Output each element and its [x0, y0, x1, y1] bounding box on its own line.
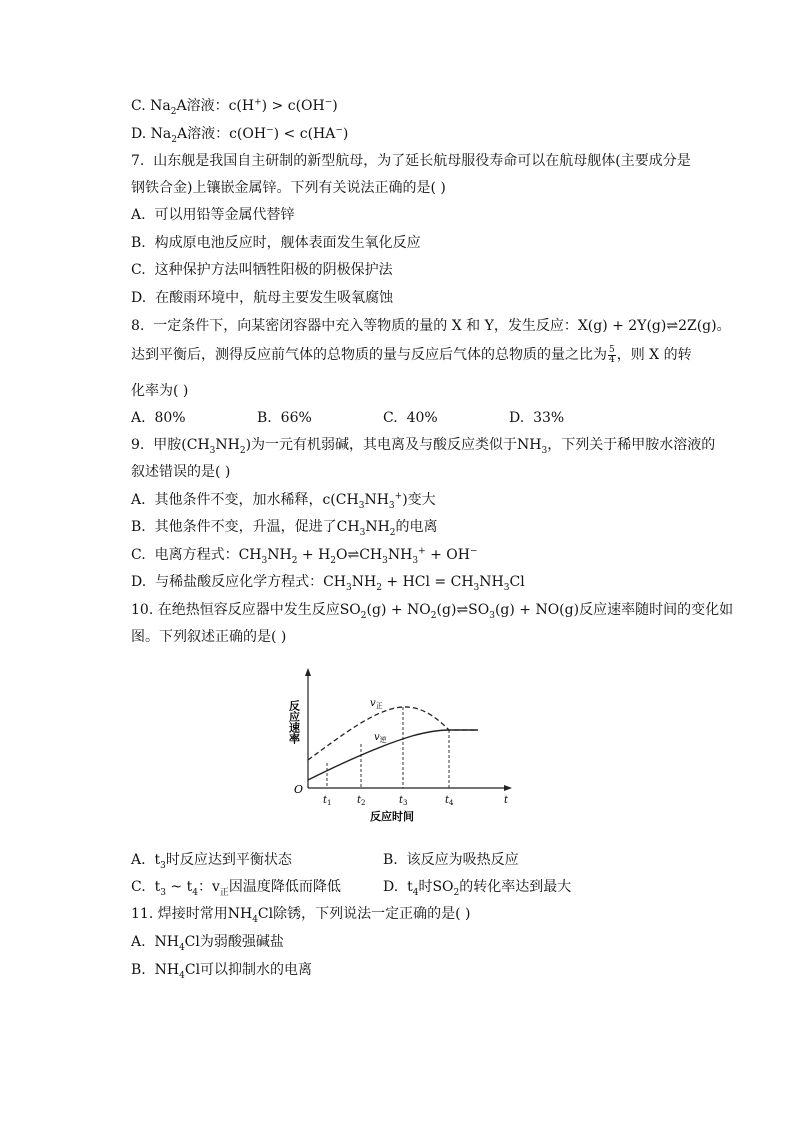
q6-option-d: D. $Na_2A$溶液：c(OH−) < c(HA−) [131, 125, 349, 145]
x-axis-arrow [504, 785, 512, 791]
tick-t1: $t_1$ [323, 795, 332, 807]
tick-t2: $t_2$ [357, 795, 366, 807]
q9-stem-line2: 叙述错误的是( ) [131, 464, 231, 480]
q9-option-c: C. 电离方程式：$CH_3NH_2$ + $H_2O\rightleftharpoons CH_3NH_3^+ + OH^-$ [131, 546, 478, 566]
origin-label: O [294, 783, 304, 796]
q8-option-d: D. 33% [509, 410, 565, 426]
q8-option-b: B. 66% [257, 410, 312, 426]
q8-option-a: A. 80% [131, 410, 186, 426]
q10-stem-line1: 10. 在绝热恒容反应器中发生反应$SO_2(g)$ + $NO_2(g)\rightleftharpoons SO_3(g) + NO(g)$反应速率随时间的变化如 [131, 602, 734, 621]
series-v-forward [308, 707, 478, 760]
y-axis-label: 反应速率 [287, 700, 301, 744]
q7-stem-line1: 7. 山东舰是我国自主研制的新型航母，为了延长航母服役寿命可以在航母舰体(主要成分是 [131, 153, 691, 169]
q9-stem-line1: 9. 甲胺$(CH_3NH_2)$为一元有机弱碱，其电离及与酸反应类似于$NH_3$，下列关于稀甲胺水溶液的 [131, 437, 716, 456]
q7-stem-line2: 钢铁合金)上镶嵌金属锌。下列有关说法正确的是( ) [131, 180, 446, 196]
q8-option-c: C. 40% [383, 410, 438, 426]
q10-option-a: A. $t_3$时反应达到平衡状态 [131, 852, 292, 871]
x-axis-end-label: t [504, 795, 509, 806]
q10-option-b: B. 该反应为吸热反应 [383, 852, 519, 868]
q8-stem-line3: 化率为( ) [131, 383, 189, 399]
ratio-fraction: $\frac{5}{4}$ [609, 344, 615, 365]
q11-stem: 11. 焊接时常用$NH_4Cl$除锈，下列说法一定正确的是( ) [131, 906, 471, 925]
q10-option-c: C. $t_3$ ~ $t_4$：$v_正$因温度降低而降低 [131, 879, 341, 898]
label-v-forward: $v_正$ [370, 698, 383, 710]
q7-option-d: D. 在酸雨环境中，航母主要发生吸氧腐蚀 [131, 290, 394, 306]
q9-option-d: D. 与稀盐酸反应化学方程式：$CH_3NH_2$ + HCl = $CH_3NH_3Cl$ [131, 574, 525, 593]
q6-option-c: C. $Na_2A$溶液：c(H+) > c(OH−) [131, 97, 338, 117]
q9-option-b: B. 其他条件不变，升温，促进了$CH_3NH_2$的电离 [131, 519, 438, 538]
reaction-rate-chart [282, 660, 512, 830]
q8-stem-line1: 8. 一定条件下，向某密闭容器中充入等物质的量的 X 和 Y，发生反应：X(g) + 2Y(g)⇌2Z(g)。 [131, 318, 731, 334]
tick-t3: $t_3$ [399, 795, 408, 807]
series-v-reverse [308, 730, 478, 780]
label-v-reverse: $v_逆$ [374, 732, 387, 744]
q10-option-d: D. $t_4$时$SO_2$的转化率达到最大 [383, 879, 572, 898]
x-axis-label: 反应时间 [370, 810, 414, 823]
tick-t4: $t_4$ [445, 795, 454, 807]
q11-option-b: B. $NH_4Cl$可以抑制水的电离 [131, 962, 313, 981]
q8-stem-line2: 达到平衡后，测得反应前气体的总物质的量与反应后气体的总物质的量之比为 $\frac{5}{4}$ ，则 X 的转 [131, 344, 692, 365]
y-axis-arrow [305, 668, 311, 676]
q7-option-a: A. 可以用铅等金属代替锌 [131, 207, 295, 223]
q9-option-a: A. 其他条件不变，加水稀释，$c(CH_3NH_3^+)$变大 [131, 491, 436, 511]
q10-stem-line2: 图。下列叙述正确的是( ) [131, 629, 287, 645]
q7-option-c: C. 这种保护方法叫牺牲阳极的阴极保护法 [131, 262, 393, 278]
q7-option-b: B. 构成原电池反应时，舰体表面发生氧化反应 [131, 235, 421, 251]
q11-option-a: A. $NH_4Cl$为弱酸强碱盐 [131, 934, 284, 953]
